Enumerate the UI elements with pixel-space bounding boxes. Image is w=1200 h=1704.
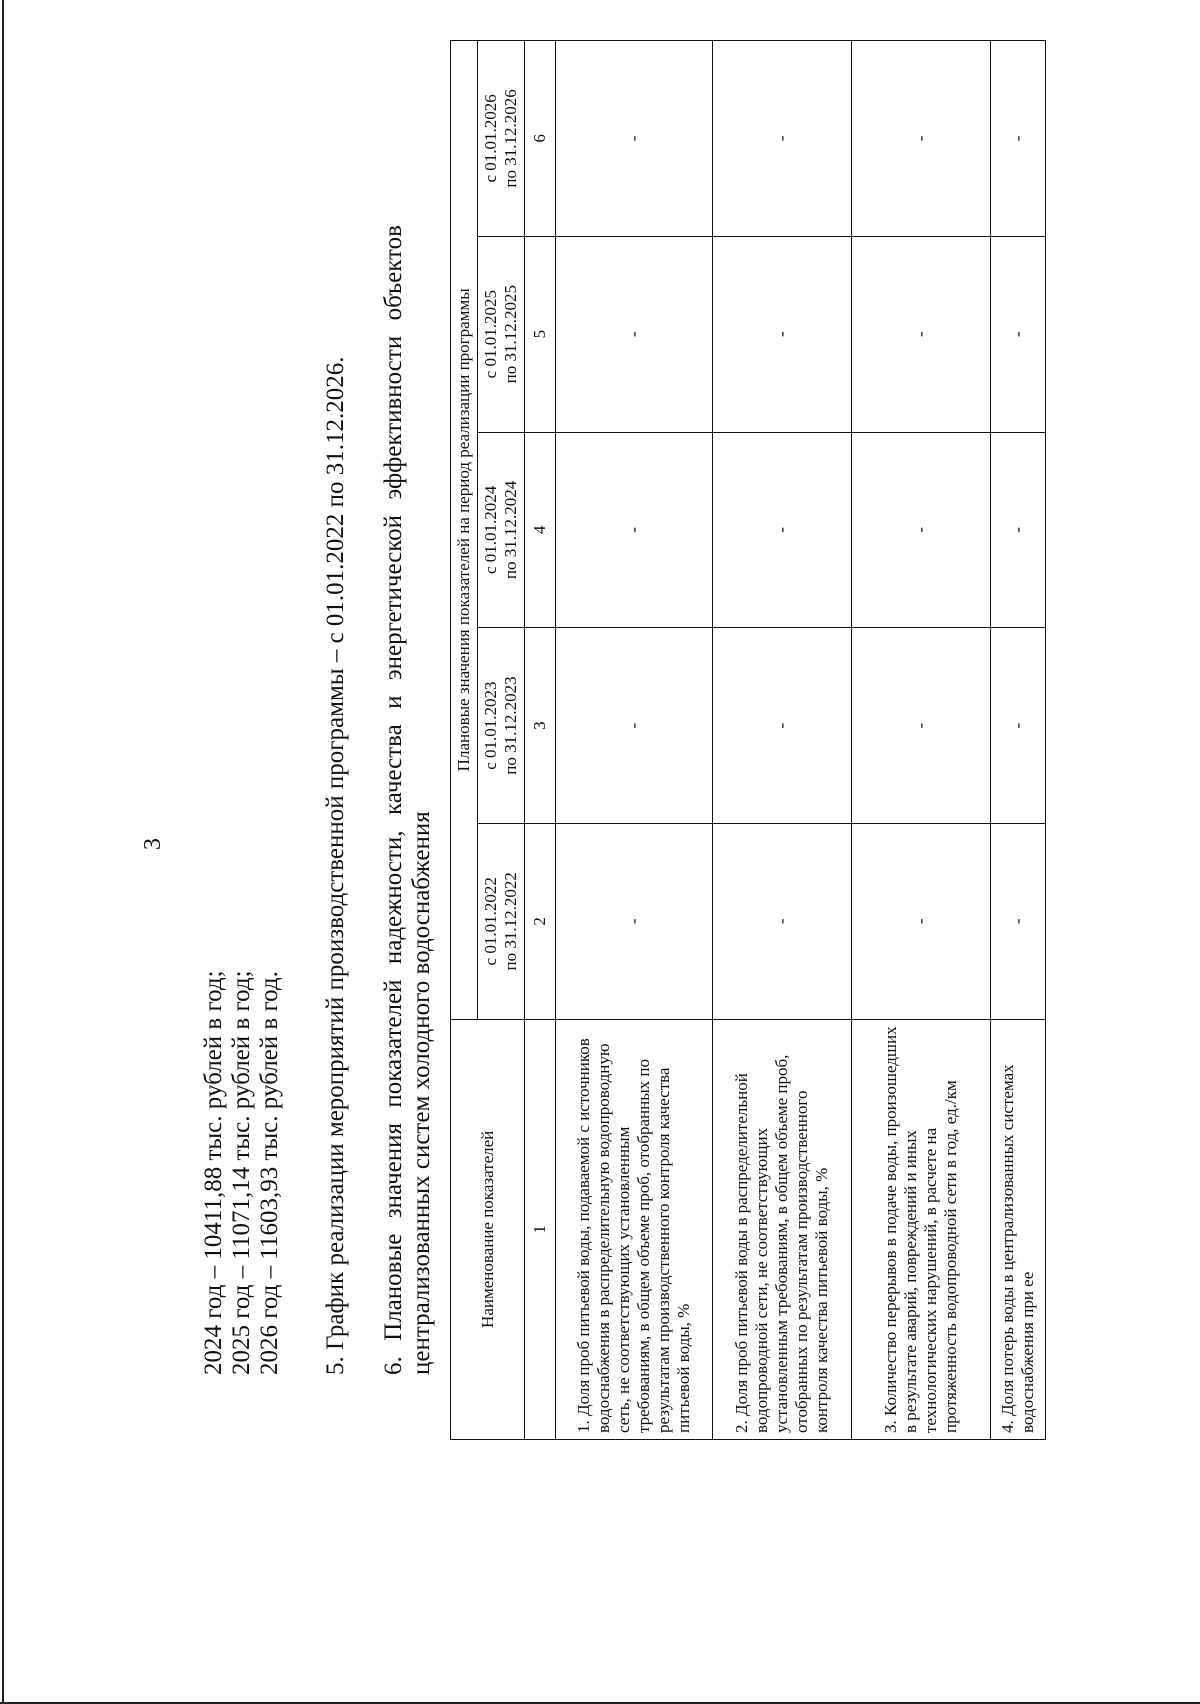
indicator-value: - xyxy=(852,432,991,628)
table-header-row xyxy=(451,41,478,1440)
indicator-value: - xyxy=(991,432,1046,628)
indicator-label: 2. Доля проб питьевой воды в распределительной водопроводной сети, не соответствующих установленным требованиям, в общем объеме проб, отобранных по результатам производственного контроля качества питьевой воды, % xyxy=(713,1019,852,1439)
name-column-header: Наименование показателей xyxy=(451,1019,525,1439)
period-from: с 01.01.2022 xyxy=(481,877,500,966)
indicator-value: - xyxy=(713,236,852,432)
column-number-row xyxy=(525,41,556,1440)
column-number: 2 xyxy=(525,823,556,1019)
indicators-table xyxy=(450,40,1046,1440)
section-6-word: Плановые xyxy=(380,1233,407,1341)
indicator-value: - xyxy=(556,823,713,1019)
section-6-word: показателей xyxy=(380,979,407,1108)
period-from: с 01.01.2026 xyxy=(481,94,500,183)
period-header-2022 xyxy=(478,823,525,1019)
period-header-2026 xyxy=(478,41,525,237)
period-to: по 31.12.2024 xyxy=(501,480,520,580)
section-6-heading xyxy=(380,225,436,1375)
table-row xyxy=(991,41,1046,1440)
indicator-value: - xyxy=(556,41,713,237)
section-5-heading: 5. График реализации мероприятий производственной программы – с 01.01.2022 по 31.12.2026. xyxy=(322,356,349,1375)
indicator-value: - xyxy=(852,823,991,1019)
page-number: 3 xyxy=(140,838,166,850)
period-header-2023 xyxy=(478,628,525,824)
indicator-label: 3. Количество перерывов в подаче воды, произошедших в результате аварий, повреждений и иных технологических нарушений, в расчете на протяженность водопроводной сети в год, ед./км xyxy=(852,1019,991,1439)
summary-line-2024: 2024 год – 10411,88 тыс. рублей в год; xyxy=(200,970,227,1375)
indicator-value: - xyxy=(556,236,713,432)
section-6-word: и xyxy=(380,695,407,709)
period-from: с 01.01.2024 xyxy=(481,485,500,575)
indicator-value: - xyxy=(852,628,991,824)
period-header-2024 xyxy=(478,432,525,628)
section-6-word: значения xyxy=(380,1122,407,1219)
section-6-word: объектов xyxy=(380,225,407,321)
indicator-value: - xyxy=(713,628,852,824)
scan-edge-left xyxy=(2,0,4,1704)
period-to: по 31.12.2022 xyxy=(501,872,520,971)
period-header-2025 xyxy=(478,236,525,432)
column-number: 6 xyxy=(525,41,556,237)
indicator-value: - xyxy=(991,628,1046,824)
section-6-word: качества xyxy=(380,724,407,816)
section-6-word: эффективности xyxy=(380,335,407,500)
column-number: 3 xyxy=(525,628,556,824)
column-number: 1 xyxy=(525,1019,556,1439)
column-number: 5 xyxy=(525,236,556,432)
indicator-value: - xyxy=(556,432,713,628)
period-from: с 01.01.2023 xyxy=(481,681,500,770)
table-row xyxy=(556,41,713,1440)
indicator-value: - xyxy=(713,432,852,628)
indicator-value: - xyxy=(852,41,991,237)
summary-line-2026: 2026 год – 11603,93 тыс. рублей в год. xyxy=(256,971,283,1375)
indicator-value: - xyxy=(852,236,991,432)
indicator-label: 4. Доля потерь воды в централизованных системах водоснабжения при ее xyxy=(991,1019,1046,1439)
indicator-value: - xyxy=(991,823,1046,1019)
table-row xyxy=(852,41,991,1440)
period-to: по 31.12.2025 xyxy=(501,284,520,384)
summary-line-2025: 2025 год – 11071,14 тыс. рублей в год; xyxy=(228,970,255,1375)
rotated-page xyxy=(60,20,1140,1580)
table-row xyxy=(713,41,852,1440)
section-6-word: 6. xyxy=(380,1356,407,1375)
section-6-line-1 xyxy=(380,225,408,1375)
section-6-word: энергетической xyxy=(380,514,407,681)
indicator-value: - xyxy=(991,41,1046,237)
period-to: по 31.12.2026 xyxy=(501,89,520,188)
indicator-value: - xyxy=(713,823,852,1019)
indicator-value: - xyxy=(556,628,713,824)
column-number: 4 xyxy=(525,432,556,628)
section-6-line-2: централизованных систем холодного водоснабжения xyxy=(408,811,435,1375)
section-6-word: надежности, xyxy=(380,830,407,965)
cost-summary xyxy=(200,970,284,1375)
indicator-value: - xyxy=(991,236,1046,432)
period-from: с 01.01.2025 xyxy=(481,290,500,379)
period-group-header: Плановые значения показателей на период реализации программы xyxy=(451,41,478,1020)
indicator-label: 1. Доля проб питьевой воды, подаваемой с источников водоснабжения в распределительную водопроводную сеть, не соответствующих установленным требованиям, в общем объеме проб, отобранных по результатам производственного контроля качества питьевой воды, % xyxy=(556,1019,713,1439)
indicator-value: - xyxy=(713,41,852,237)
period-to: по 31.12.2023 xyxy=(501,676,520,775)
